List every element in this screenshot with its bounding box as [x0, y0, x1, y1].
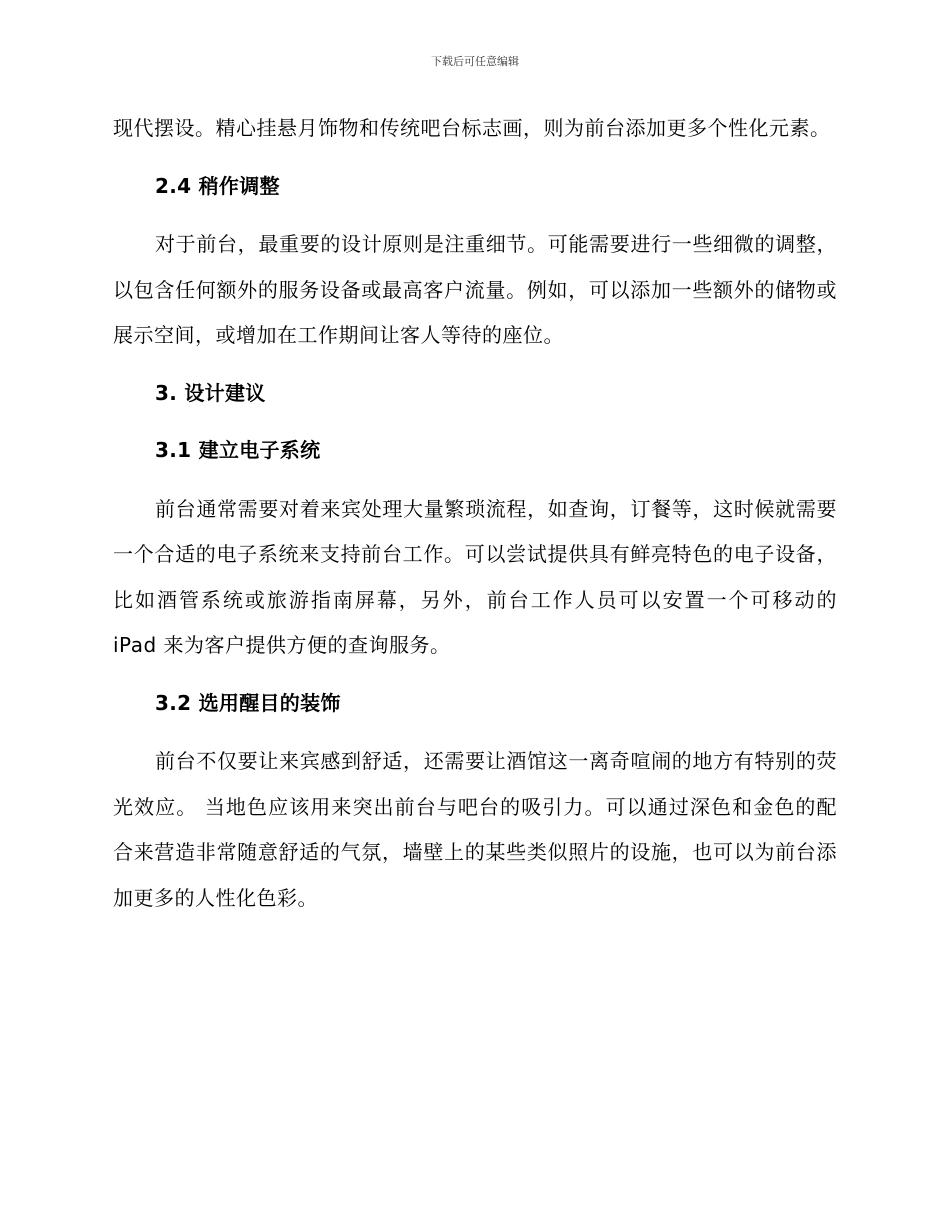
- section-heading-3-1: 3.1 建立电子系统: [155, 438, 321, 462]
- paragraph-continued: 现代摆设。精心挂悬月饰物和传统吧台标志画，则为前台添加更多个性化元素。: [113, 116, 831, 140]
- section-heading-2-4: 2.4 稍作调整: [155, 173, 280, 198]
- paragraph-electronic-system: 前台通常需要对着来宾处理大量繁琐流程，如查询，订餐等，这时候就需要一个合适的电子系统来支持前台工作。可以尝试提供具有鲜亮特色的电子设备，比如酒管系统或旅游指南屏幕，另外，前台工作人员可以安置一个可移动的 iPad 来为客户提供方便的查询服务。: [113, 496, 837, 657]
- paragraph-decoration: 前台不仅要让来宾感到舒适，还需要让酒馆这一离奇喧闹的地方有特别的荧光效应。 当地色应该用来突出前台与吧台的吸引力。可以通过深色和金色的配合来营造非常随意舒适的气氛，墙壁上的某些类似照片的设施，也可以为前台添加更多的人性化色彩。: [113, 749, 837, 910]
- section-heading-3: 3. 设计建议: [155, 380, 266, 405]
- paragraph-adjustment: 对于前台，最重要的设计原则是注重细节。可能需要进行一些细微的调整，以包含任何额外的服务设备或最高客户流量。例如，可以添加一些额外的储物或展示空间，或增加在工作期间让客人等待的座位。: [113, 232, 837, 347]
- page-header: 下载后可任意编辑: [431, 55, 519, 68]
- section-heading-3-2: 3.2 选用醒目的装饰: [155, 690, 341, 715]
- document-body: [113, 106, 837, 921]
